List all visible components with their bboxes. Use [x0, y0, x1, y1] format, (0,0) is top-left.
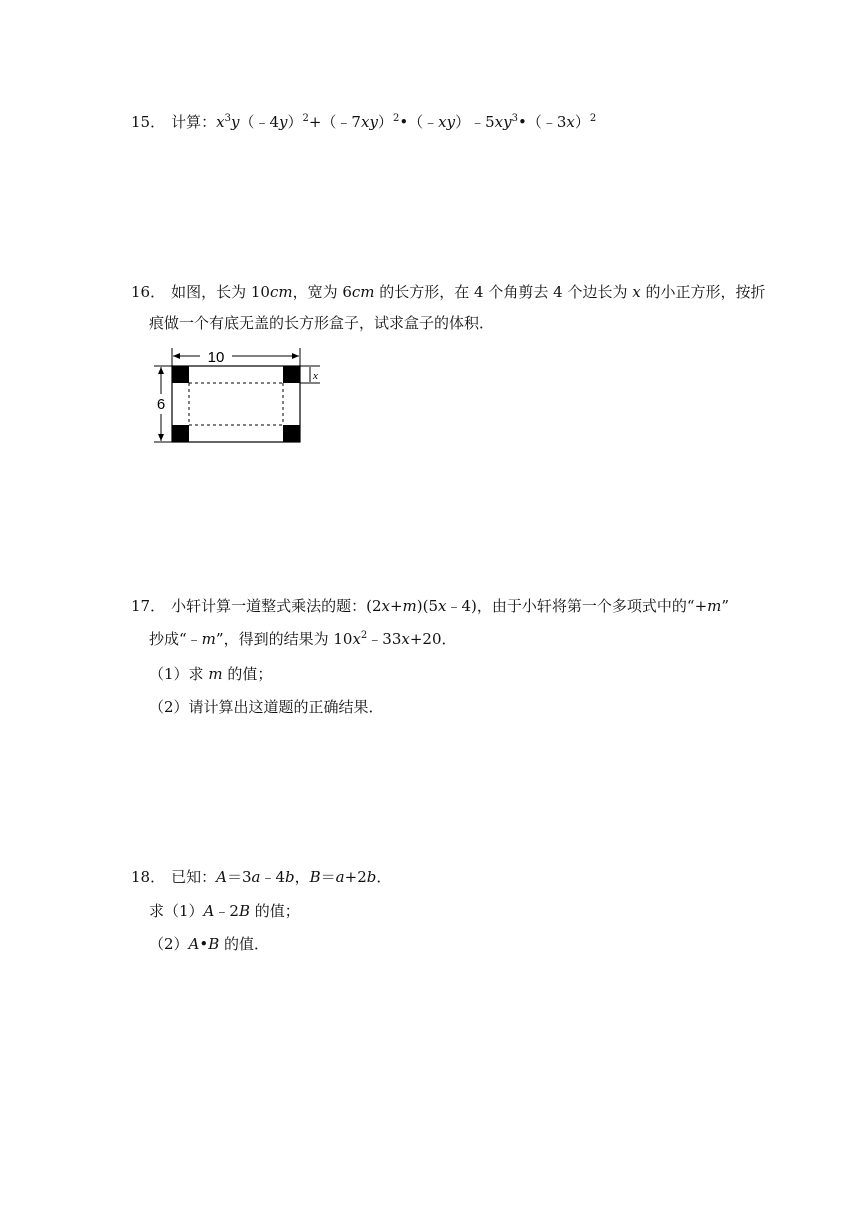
rectangle-outline	[172, 366, 300, 442]
side-label: x	[313, 370, 318, 382]
box-net-figure	[150, 344, 335, 448]
corner-square	[283, 366, 300, 383]
math-expression: $x^3y(﹣4y)^2+(﹣7xy)^2•(﹣xy)﹣5xy^3•(﹣3x)^2$	[216, 113, 597, 131]
sub-question: （1）求 m 的值；	[149, 665, 273, 683]
question-17-line-1	[131, 596, 729, 616]
length-label: 10	[207, 349, 225, 366]
question-number: 17．	[131, 597, 166, 615]
question-17-part-2	[149, 697, 384, 717]
question-18-part-2	[149, 934, 269, 954]
question-number: 18．	[131, 868, 166, 886]
question-text: 小轩计算一道整式乘法的题：(2x+m)(5x﹣4)，由于小轩将第一个多项式中的“+m”	[171, 597, 730, 615]
question-15	[131, 112, 596, 132]
width-label: 6	[156, 396, 166, 413]
question-number: 15．	[131, 113, 166, 131]
corner-square	[172, 366, 189, 383]
question-17-part-1	[149, 664, 272, 684]
question-18-line-1	[131, 867, 391, 887]
question-text: 抄成“﹣m”，得到的结果为 $10x^2﹣33x+20$．	[149, 630, 457, 648]
question-text: 已知：A＝3a﹣4b，B＝a+2b．	[171, 868, 392, 886]
question-label: 计算：	[171, 113, 217, 131]
sub-question: 求（1）A﹣2B 的值；	[149, 902, 300, 920]
corner-square	[283, 425, 300, 442]
question-16-line-1	[131, 282, 765, 302]
question-text: 如图，长为 10cm，宽为 6cm 的长方形，在 4 个角剪去 4 个边长为 x 的小正方形，按折	[171, 283, 766, 301]
corner-square	[172, 425, 189, 442]
question-text: 痕做一个有底无盖的长方形盒子，试求盒子的体积．	[149, 314, 495, 332]
sub-question: （2）请计算出这道题的正确结果．	[149, 698, 384, 716]
sub-question: （2）A•B 的值．	[149, 935, 270, 953]
question-17-line-2	[149, 629, 457, 649]
question-18-part-1	[149, 901, 300, 921]
question-number: 16．	[131, 283, 166, 301]
question-16-line-2	[149, 313, 494, 333]
